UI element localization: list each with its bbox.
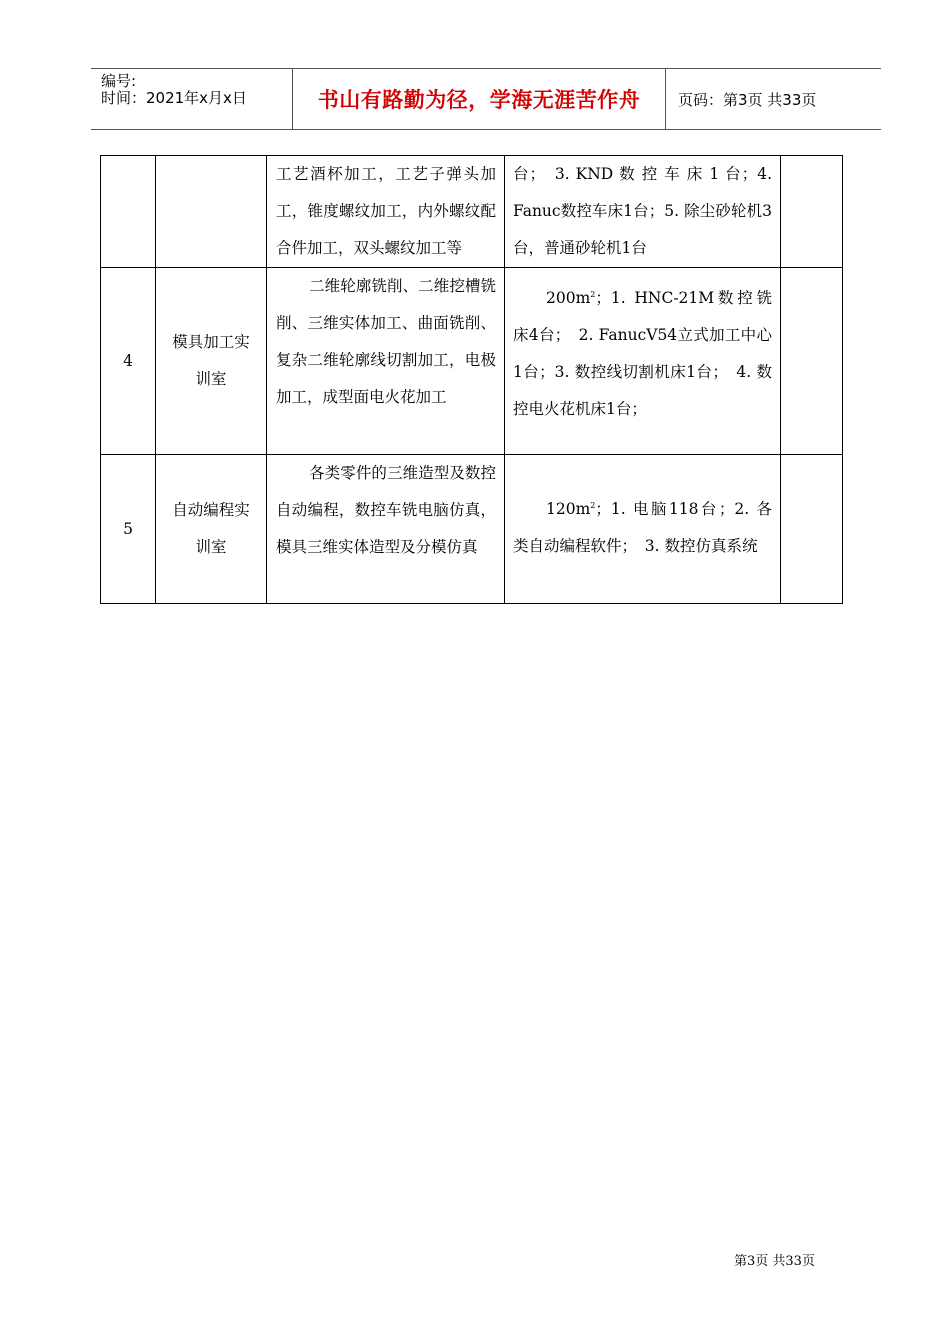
code-label: 编号:: [101, 72, 137, 90]
remark-cell: [781, 268, 843, 455]
table-row: [101, 156, 843, 268]
header-page-cell: [666, 69, 881, 129]
area-superscript: 2: [590, 290, 596, 299]
remark-cell: [781, 455, 843, 604]
table-row: [101, 455, 843, 604]
equipment-text: ；1. HNC-21M数控铣床4台； 2. FanucV54立式加工中心1台；3. 数控线切割机床1台； 4. 数控电火花机床1台；: [513, 289, 772, 418]
training-content: [267, 156, 505, 268]
training-room-table: [100, 155, 843, 604]
page-footer: [734, 1250, 815, 1269]
training-content: [267, 268, 505, 455]
training-content: [267, 455, 505, 604]
time-label: 时间：2021年x月x日: [101, 89, 247, 107]
row-number: [101, 156, 156, 268]
row-number: 4: [101, 268, 156, 455]
equipment-cell: [505, 268, 781, 455]
equipment-area: 200m: [546, 289, 591, 307]
room-name: [156, 156, 267, 268]
equipment-cell: [505, 156, 781, 268]
room-name: 自动编程实训室: [156, 455, 267, 604]
equipment-cell: [505, 455, 781, 604]
table-row: [101, 268, 843, 455]
area-superscript: 2: [590, 501, 596, 510]
remark-cell: [781, 156, 843, 268]
equipment-text: 台； 3. KND 数 控 车 床 1 台；4. Fanuc数控车床1台；5. 除尘砂轮机3台，普通砂轮机1台: [513, 165, 772, 257]
page-header: [91, 68, 881, 130]
equipment-area: 120m: [546, 500, 591, 518]
content-text: 各类零件的三维造型及数控自动编程，数控车铣电脑仿真，模具三维实体造型及分模仿真: [276, 464, 496, 556]
header-page-info: 页码：第3页 共33页: [678, 90, 817, 109]
motto-text: 书山有路勤为径，学海无涯苦作舟: [317, 88, 641, 112]
equipment-text: ；1. 电脑118台；2. 各类自动编程软件； 3. 数控仿真系统: [513, 500, 772, 555]
room-name: 模具加工实训室: [156, 268, 267, 455]
header-motto-cell: [293, 69, 666, 129]
content-text: 二维轮廓铣削、二维挖槽铣削、三维实体加工、曲面铣削、复杂二维轮廓线切割加工，电极加工，成型面电火花加工: [276, 277, 496, 406]
header-meta: [91, 69, 293, 129]
row-number: 5: [101, 455, 156, 604]
footer-page-info: 第3页 共33页: [734, 1254, 815, 1269]
content-text: 工艺酒杯加工，工艺子弹头加工，锥度螺纹加工，内外螺纹配合件加工，双头螺纹加工等: [276, 165, 496, 257]
